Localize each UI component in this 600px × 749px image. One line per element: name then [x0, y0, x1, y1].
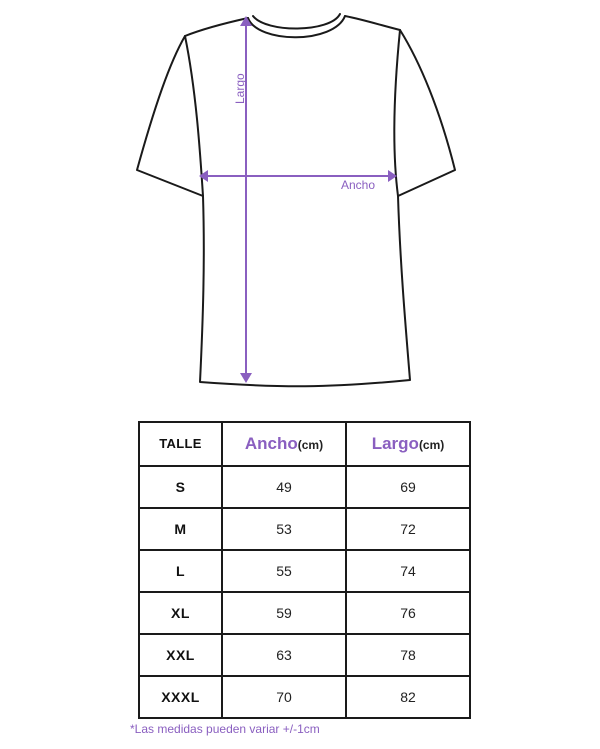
- size-table-header: [139, 422, 470, 466]
- ancho-cell: 53: [222, 508, 346, 550]
- table-row: [139, 592, 470, 634]
- header-largo-text: Largo: [371, 434, 419, 453]
- size-table: [138, 421, 471, 719]
- largo-cell: 76: [346, 592, 470, 634]
- largo-label: Largo: [233, 73, 247, 104]
- largo-cell: 72: [346, 508, 470, 550]
- size-cell: L: [139, 550, 222, 592]
- largo-cell: 78: [346, 634, 470, 676]
- header-ancho-unit: (cm): [297, 438, 324, 452]
- ancho-label: Ancho: [341, 178, 376, 192]
- header-row: [139, 422, 470, 466]
- table-row: [139, 466, 470, 508]
- size-cell: S: [139, 466, 222, 508]
- table-row: [139, 508, 470, 550]
- size-table-body: [139, 466, 470, 718]
- header-largo: [346, 422, 470, 466]
- table-row: [139, 634, 470, 676]
- ancho-cell: 49: [222, 466, 346, 508]
- footnote: *Las medidas pueden variar +/-1cm: [130, 722, 320, 736]
- header-talle: [139, 422, 222, 466]
- size-cell: XXXL: [139, 676, 222, 718]
- header-ancho: [222, 422, 346, 466]
- table-row: [139, 676, 470, 718]
- size-cell: XXL: [139, 634, 222, 676]
- header-talle-text: TALLE: [159, 436, 202, 451]
- ancho-cell: 59: [222, 592, 346, 634]
- header-ancho-text: Ancho: [244, 434, 298, 453]
- largo-cell: 82: [346, 676, 470, 718]
- tshirt-outline: [137, 14, 455, 386]
- largo-cell: 74: [346, 550, 470, 592]
- ancho-cell: 63: [222, 634, 346, 676]
- table-row: [139, 550, 470, 592]
- ancho-cell: 70: [222, 676, 346, 718]
- size-cell: M: [139, 508, 222, 550]
- largo-arrow: [240, 16, 252, 383]
- ancho-cell: 55: [222, 550, 346, 592]
- size-cell: XL: [139, 592, 222, 634]
- header-largo-unit: (cm): [418, 438, 445, 452]
- largo-cell: 69: [346, 466, 470, 508]
